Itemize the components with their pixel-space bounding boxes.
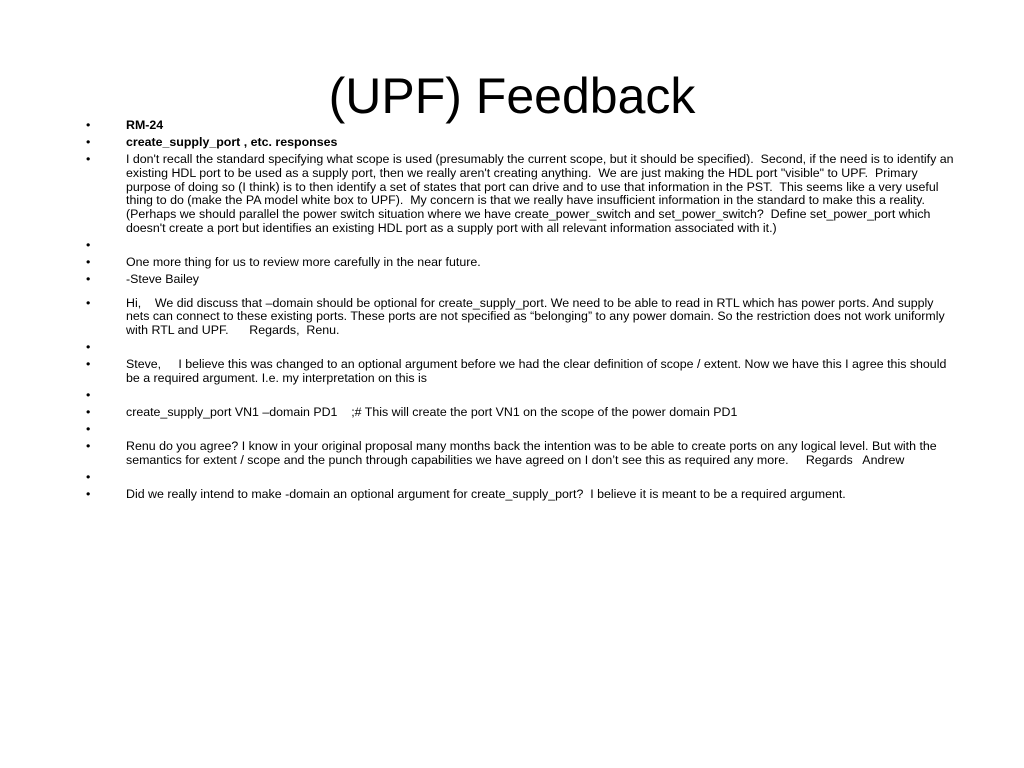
bullet-item: [86, 471, 956, 485]
bullet-text: Hi, We did discuss that –domain should be optional for create_supply_port. We need to be able to read in RTL which has power ports. And supply nets can connect to these existing ports. These ports are not specified as “belonging” to any power domain. So the restriction does not work uniformly with RTL and UPF. Regards, Renu.: [126, 295, 949, 338]
bullet-dot: •: [86, 118, 91, 132]
bullet-item: [86, 440, 956, 467]
bullet-item: [86, 488, 956, 502]
bullet-text: -Steve Bailey: [126, 271, 200, 286]
bullet-item: [86, 358, 956, 385]
bullet-dot: •: [86, 439, 91, 454]
bullet-dot: •: [86, 487, 91, 502]
bullet-text: Renu do you agree? I know in your original proposal many months back the intention was to be able to create ports on any logical level. But with the semantics for extent / scope and the punch through capabilities we have agreed on I don’t see this as required any more. Regards Andrew: [126, 439, 941, 467]
bullet-item: [86, 273, 956, 287]
slide-title: (UPF) Feedback: [328, 68, 696, 124]
bullet-item: [86, 153, 956, 235]
bullet-item: [86, 341, 956, 355]
bullet-text: [126, 389, 956, 403]
bullet-text: Steve, I believe this was changed to an optional argument before we had the clear definition of scope / extent. Now we have this I agree this should be a required argument. I.e. my interpretation on this is: [126, 357, 950, 385]
bullet-item: [86, 119, 956, 133]
bullet-text: [126, 471, 956, 485]
bullet-dot: •: [86, 357, 91, 372]
bullet-item: [86, 297, 956, 338]
bullet-dot: •: [86, 237, 91, 252]
bullet-text: create_supply_port , etc. responses: [126, 135, 338, 150]
bullet-item: [86, 389, 956, 403]
bullet-dot: •: [86, 271, 91, 286]
bullet-text: [126, 341, 956, 355]
bullet-item: [86, 406, 956, 420]
bullet-dot: •: [86, 405, 91, 420]
bullet-text: I don't recall the standard specifying what scope is used (presumably the current scope, but it should be specified). Second, if the need is to identify an existing HDL port to be used as a supply port, then we really aren't creating anything. We are just making the HDL port "visible" to UPF. Primary purpose of doing so (I think) is to then identify a set of states that port can drive and to use that information in the PST. This seems like a very useful thing to do (make the PA model white box to UPF). My concern is that we really have insufficient information in the standard to make this a reality. (Perhaps we should parallel the power switch situation where we have create_power_switch and set_power_switch? Define set_power_port which doesn't create a port but identifies an existing HDL port as a supply port with all relevant information associated with it.): [126, 152, 957, 235]
bullet-item: [86, 256, 956, 270]
bullet-text: create_supply_port VN1 –domain PD1 ;# This will create the port VN1 on the scope of the power domain PD1: [126, 405, 738, 420]
bullet-text: Did we really intend to make -domain an optional argument for create_supply_port? I believe it is meant to be a required argument.: [126, 487, 846, 502]
bullet-dot: •: [86, 470, 91, 485]
bullet-text: RM-24: [126, 118, 164, 132]
bullet-dot: •: [86, 422, 91, 437]
bullet-dot: •: [86, 295, 91, 310]
bullet-dot: •: [86, 388, 91, 403]
bullet-item: [86, 136, 956, 150]
bullet-list: [86, 119, 956, 505]
bullet-text: [126, 423, 956, 437]
bullet-text: [126, 239, 956, 253]
bullet-text: One more thing for us to review more carefully in the near future.: [126, 254, 481, 269]
bullet-item: [86, 239, 956, 253]
bullet-dot: •: [86, 254, 91, 269]
bullet-dot: •: [86, 135, 91, 150]
bullet-dot: •: [86, 340, 91, 355]
bullet-item: [86, 423, 956, 437]
bullet-dot: •: [86, 152, 91, 167]
